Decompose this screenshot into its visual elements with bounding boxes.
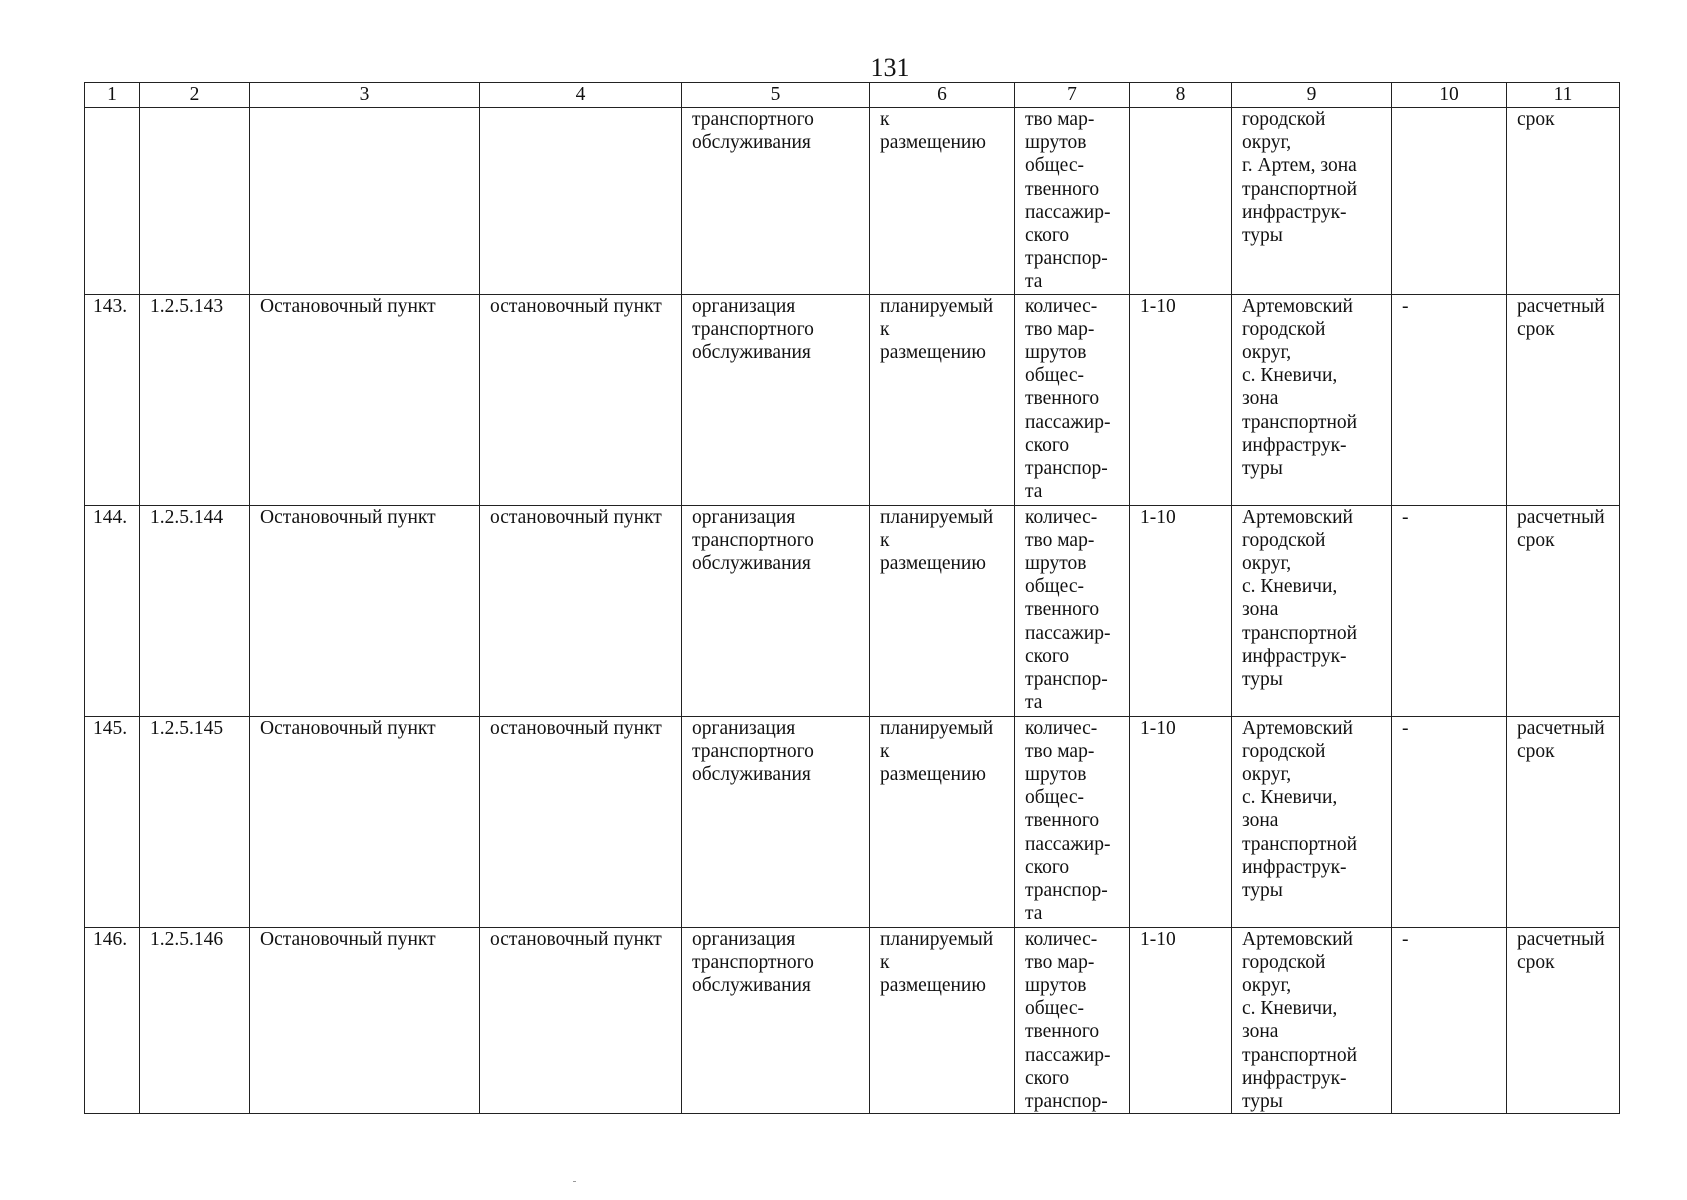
cell-name: Остановочный пункт: [250, 716, 480, 927]
cell-number: 144.: [85, 505, 140, 716]
cell-code: [140, 108, 250, 295]
cell-code: 1.2.5.143: [140, 294, 250, 505]
cell-name: Остановочный пункт: [250, 505, 480, 716]
cell-status: планируемый к размещению: [870, 716, 1015, 927]
cell-zone: -: [1392, 716, 1507, 927]
cell-zone: -: [1392, 294, 1507, 505]
table-row: [85, 505, 1620, 716]
cell-value: 1-10: [1130, 294, 1232, 505]
cell-term: срок: [1507, 108, 1620, 295]
register-table: [84, 82, 1620, 1114]
page-number: 131: [870, 53, 910, 82]
cell-status: планируемый к размещению: [870, 294, 1015, 505]
cell-number: 146.: [85, 927, 140, 1114]
cell-number: 143.: [85, 294, 140, 505]
cell-value: 1-10: [1130, 505, 1232, 716]
cell-status: планируемый к размещению: [870, 927, 1015, 1114]
cell-location: Артемовский городской округ, с. Кневичи, зона транспортной инфраструк- туры: [1232, 716, 1392, 927]
cell-value: 1-10: [1130, 927, 1232, 1114]
column-header-2: 2: [140, 83, 250, 108]
cell-term: расчетный срок: [1507, 716, 1620, 927]
cell-purpose: транспортного обслуживания: [682, 108, 870, 295]
table-row: [85, 294, 1620, 505]
cell-term: расчетный срок: [1507, 505, 1620, 716]
column-header-7: 7: [1015, 83, 1130, 108]
column-header-3: 3: [250, 83, 480, 108]
column-header-8: 8: [1130, 83, 1232, 108]
cell-type: остановочный пункт: [480, 505, 682, 716]
cell-number: 145.: [85, 716, 140, 927]
cell-characteristic: количес- тво мар- шрутов общес- твенного пассажир- ского транспор-: [1015, 927, 1130, 1114]
cell-purpose: организация транспортного обслуживания: [682, 505, 870, 716]
cell-code: 1.2.5.146: [140, 927, 250, 1114]
cell-location: городской округ, г. Артем, зона транспортной инфраструк- туры: [1232, 108, 1392, 295]
cell-zone: -: [1392, 505, 1507, 716]
cell-status: к размещению: [870, 108, 1015, 295]
cell-location: Артемовский городской округ, с. Кневичи, зона транспортной инфраструк- туры: [1232, 294, 1392, 505]
cell-characteristic: количес- тво мар- шрутов общес- твенного пассажир- ского транспор- та: [1015, 716, 1130, 927]
cell-name: Остановочный пункт: [250, 294, 480, 505]
cell-status: планируемый к размещению: [870, 505, 1015, 716]
table-row: [85, 927, 1620, 1114]
cell-location: Артемовский городской округ, с. Кневичи, зона транспортной инфраструк- туры: [1232, 505, 1392, 716]
cell-purpose: организация транспортного обслуживания: [682, 294, 870, 505]
cell-type: [480, 108, 682, 295]
table-row: [85, 716, 1620, 927]
cell-number: [85, 108, 140, 295]
cell-code: 1.2.5.145: [140, 716, 250, 927]
cell-zone: -: [1392, 927, 1507, 1114]
cell-type: остановочный пункт: [480, 927, 682, 1114]
column-header-4: 4: [480, 83, 682, 108]
cell-term: расчетный срок: [1507, 294, 1620, 505]
column-header-10: 10: [1392, 83, 1507, 108]
cell-value: 1-10: [1130, 716, 1232, 927]
cell-term: расчетный срок: [1507, 927, 1620, 1114]
cell-characteristic: количес- тво мар- шрутов общес- твенного пассажир- ского транспор- та: [1015, 294, 1130, 505]
cell-characteristic: количес- тво мар- шрутов общес- твенного пассажир- ского транспор- та: [1015, 505, 1130, 716]
column-header-1: 1: [85, 83, 140, 108]
column-header-11: 11: [1507, 83, 1620, 108]
cell-location: Артемовский городской округ, с. Кневичи, зона транспортной инфраструк- туры: [1232, 927, 1392, 1114]
table-row-continued: [85, 108, 1620, 295]
scan-speck: [573, 1181, 576, 1182]
column-number-row: [85, 83, 1620, 108]
cell-value: [1130, 108, 1232, 295]
cell-type: остановочный пункт: [480, 716, 682, 927]
column-header-5: 5: [682, 83, 870, 108]
column-header-9: 9: [1232, 83, 1392, 108]
cell-characteristic: тво мар- шрутов общес- твенного пассажир- ского транспор- та: [1015, 108, 1130, 295]
column-header-6: 6: [870, 83, 1015, 108]
cell-purpose: организация транспортного обслуживания: [682, 927, 870, 1114]
cell-zone: [1392, 108, 1507, 295]
cell-name: [250, 108, 480, 295]
cell-name: Остановочный пункт: [250, 927, 480, 1114]
cell-purpose: организация транспортного обслуживания: [682, 716, 870, 927]
cell-code: 1.2.5.144: [140, 505, 250, 716]
cell-type: остановочный пункт: [480, 294, 682, 505]
